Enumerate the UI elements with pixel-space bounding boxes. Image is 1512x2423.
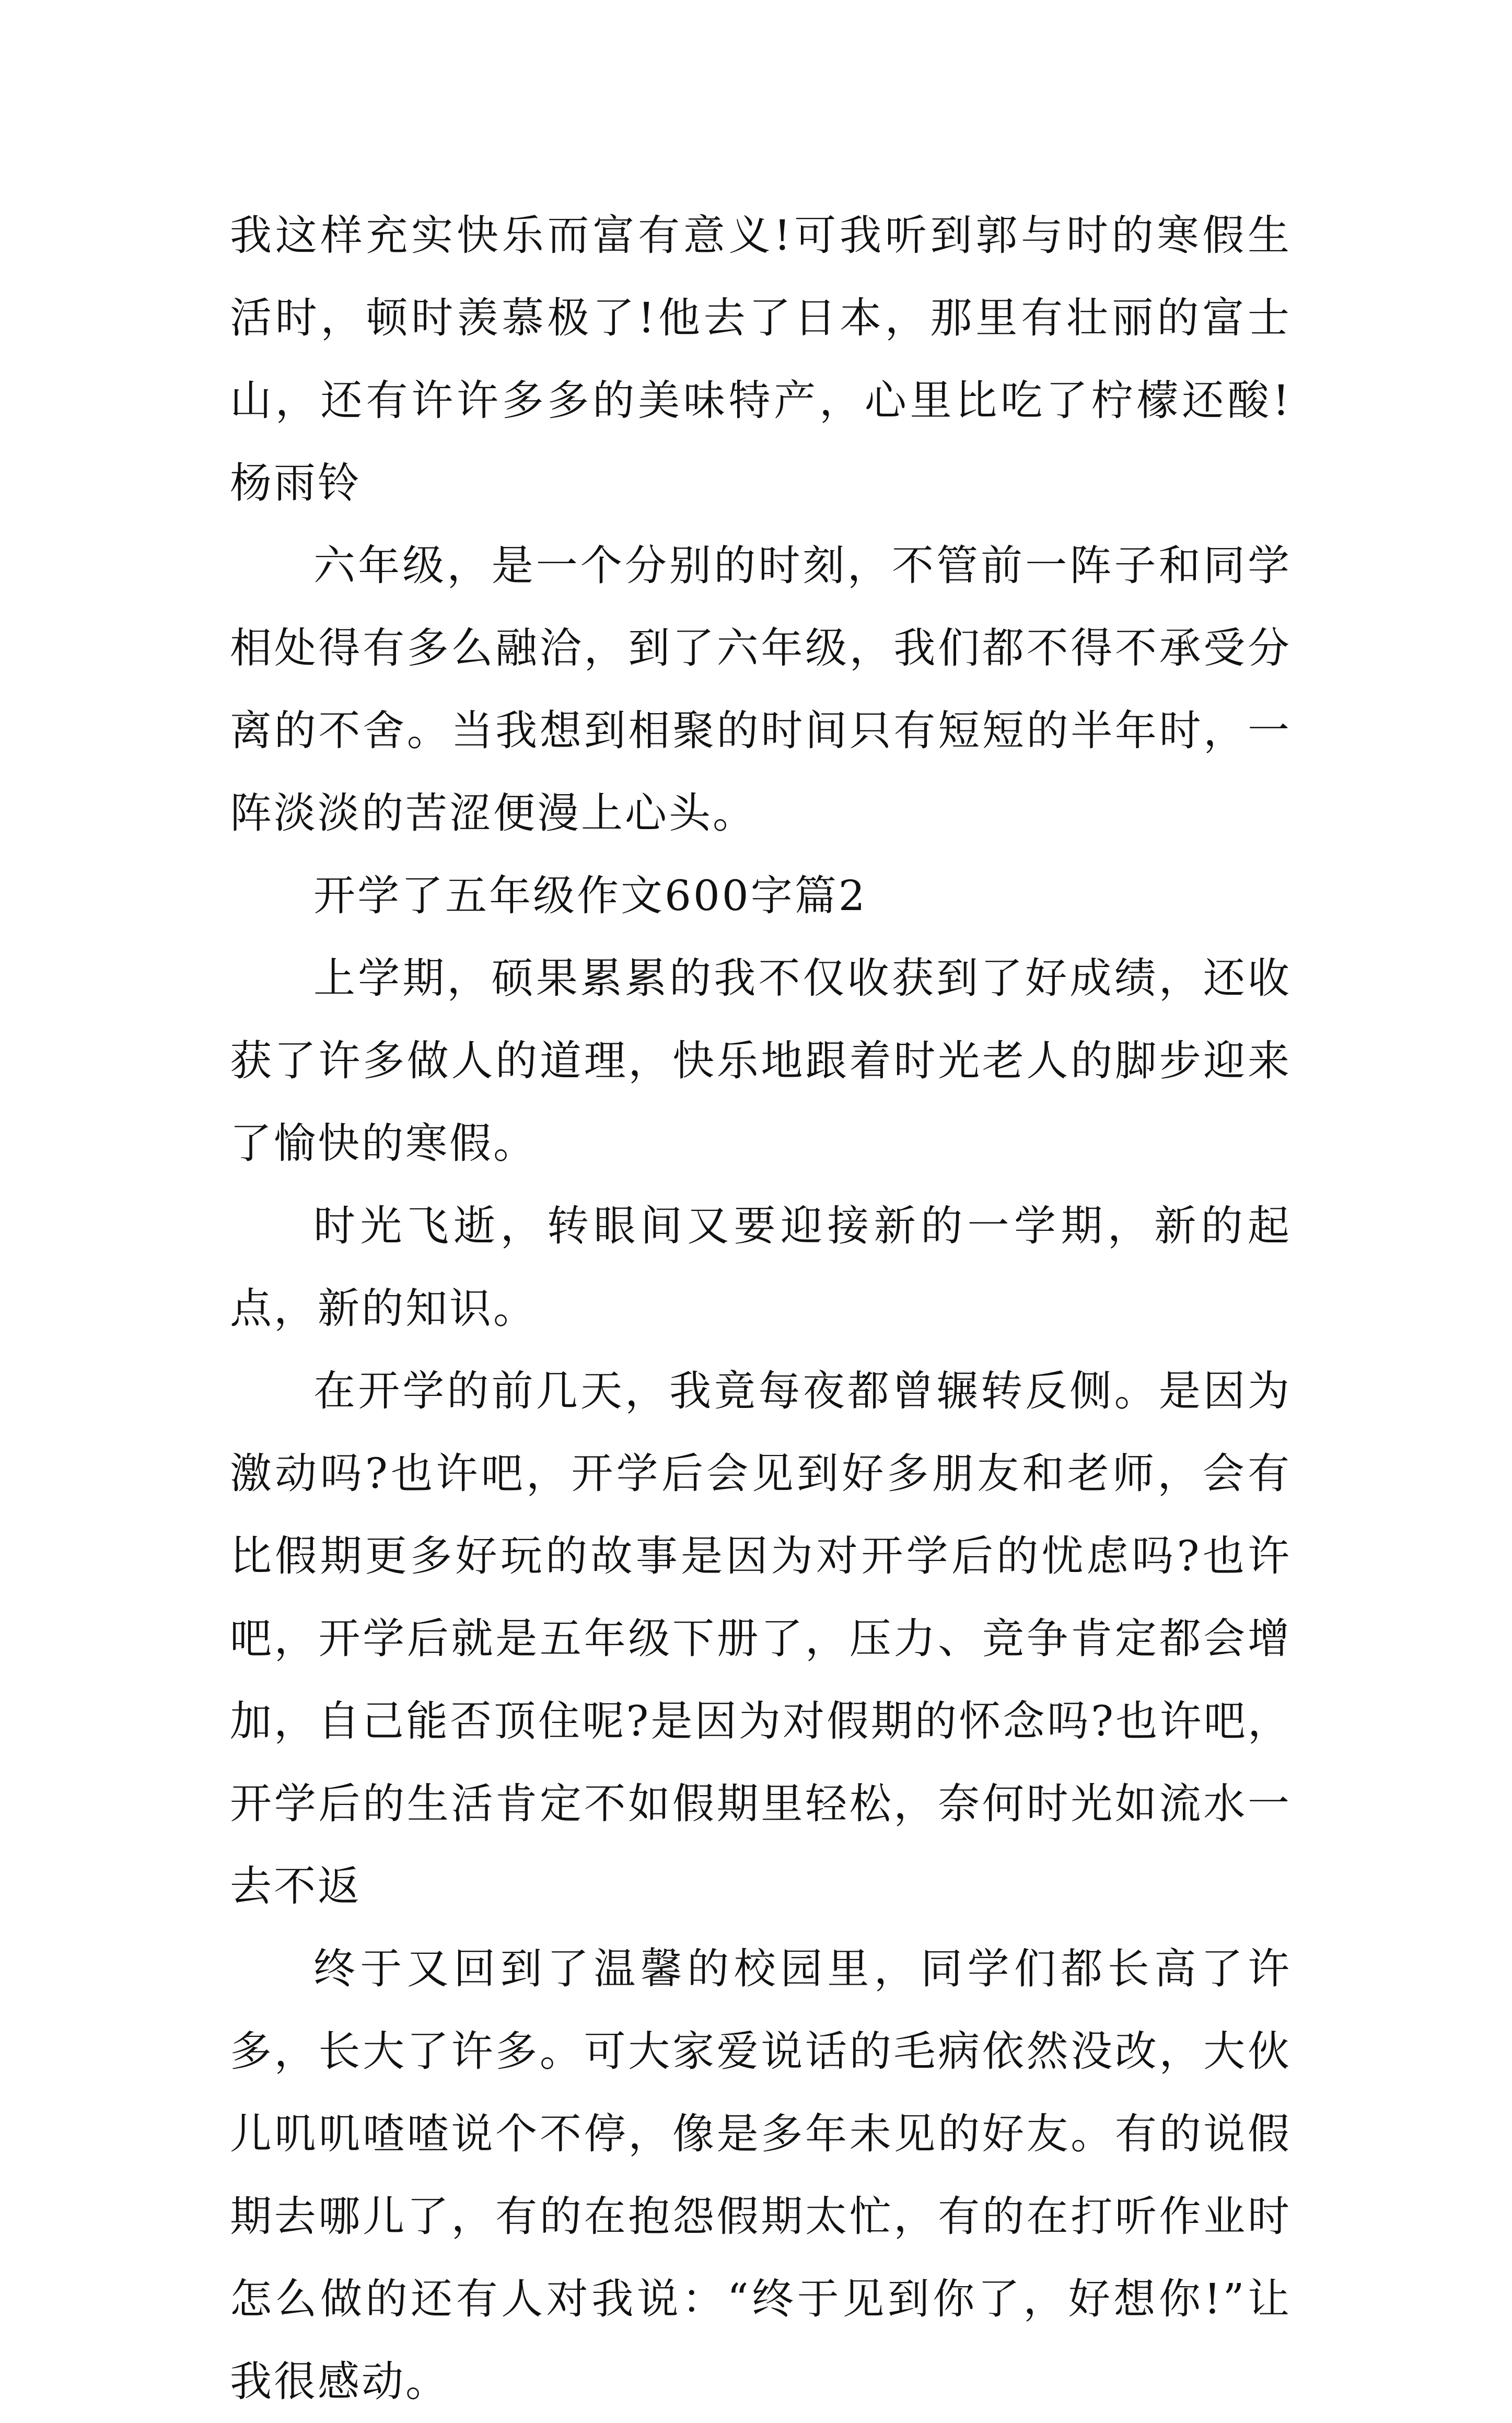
paragraph: 在开学的前几天，我竟每夜都曾辗转反侧。是因为激动吗?也许吧，开学后会见到好多朋友和老师，会有比假期更多好玩的故事是因为对开学后的忧虑吗?也许吧，开学后就是五年级下册了，压力、竞争肯定都会增加，自己能否顶住呢?是因为对假期的怀念吗?也许吧，开学后的生活肯定不如假期里轻松，奈何时光如流水一去不返	[230, 1367, 1292, 1911]
paragraph: 上学期，硕果累累的我不仅收获到了好成绩，还收获了许多做人的道理，快乐地跟着时光老人的脚步迎来了愉快的寒假。	[230, 954, 1292, 1168]
paragraph-continuation: 我这样充实快乐而富有意义!可我听到郭与时的寒假生活时，顿时羡慕极了!他去了日本，那里有壮丽的富士山，还有许许多多的美味特产，心里比吃了柠檬还酸!杨雨铃	[230, 211, 1292, 507]
paragraph: 时光飞逝，转眼间又要迎接新的一学期，新的起点，新的知识。	[230, 1202, 1292, 1333]
paragraph: 六年级，是一个分别的时刻，不管前一阵子和同学相处得有多么融洽，到了六年级，我们都不得不承受分离的不舍。当我想到相聚的时间只有短短的半年时，一阵淡淡的苦涩便漫上心头。	[230, 541, 1292, 837]
document-body	[230, 194, 1292, 2423]
section-heading: 开学了五年级作文600字篇2	[313, 871, 867, 920]
paragraph: 终于又回到了温馨的校园里，同学们都长高了许多，长大了许多。可大家爱说话的毛病依然没改，大伙儿叽叽喳喳说个不停，像是多年未见的好友。有的说假期去哪儿了，有的在抱怨假期太忙，有的在打听作业时怎么做的还有人对我说：“终于见到你了，好想你!”让我很感动。	[230, 1944, 1292, 2406]
